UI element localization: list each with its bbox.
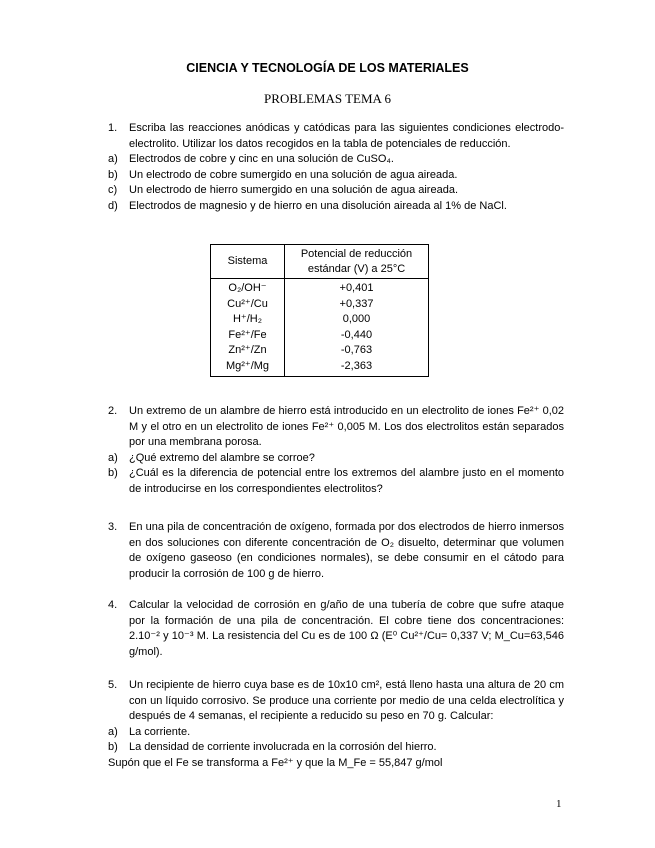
document-title: CIENCIA Y TECNOLOGÍA DE LOS MATERIALES	[186, 61, 469, 75]
problem-4-number: 4.	[108, 599, 118, 611]
table-row: Cu²⁺/Cu +0,337	[211, 297, 429, 313]
problem-3-text: En una pila de concentración de oxígeno, formada por dos electrodos de hierro inmersos en dos soluciones con diferente concentración de O₂ disuelto, determinar que volumen de oxígeno gaseoso (en condiciones normales), se debe consumir en el cátodo para producir la corrosión de 100 g de hierro.	[129, 521, 564, 580]
problem-5-item-b: b) La densidad de corriente involucrada en la corrosión del hierro.	[108, 741, 437, 753]
problem-1-item-a: a) Electrodos de cobre y cinc en una solución de CuSO₄.	[108, 153, 394, 165]
problem-1-item-d: d) Electrodos de magnesio y de hierro en una disolución aireada al 1% de NaCl.	[108, 199, 507, 212]
problem-3-statement	[108, 520, 564, 582]
problem-4	[108, 598, 564, 660]
problem-1	[108, 121, 564, 214]
table-header-potential: Potencial de reducción estándar (V) a 25°C	[285, 245, 429, 279]
problem-2-statement	[108, 404, 564, 451]
problem-1-item-c: c) Un electrodo de hierro sumergido en una solución de agua aireada.	[108, 184, 458, 196]
problem-5-note: Supón que el Fe se transforma a Fe²⁺ y que la M_Fe = 55,847 g/mol	[108, 756, 443, 769]
problem-5-statement	[108, 678, 564, 725]
problem-2	[108, 404, 564, 497]
problem-1-statement	[108, 121, 564, 152]
problem-2-number: 2.	[108, 405, 118, 417]
problem-2-item-b: b) ¿Cuál es la diferencia de potencial entre los extremos del alambre justo en el momento de introducirse en los correspondientes electrolitos?	[108, 467, 564, 495]
table-row: Zn²⁺/Zn -0,763	[211, 343, 429, 359]
problem-5	[108, 678, 564, 771]
table-row: H⁺/H₂ 0,000	[211, 312, 429, 328]
table-header-system: Sistema	[211, 245, 285, 279]
problem-3-number: 3.	[108, 521, 118, 533]
problem-2-text: Un extremo de un alambre de hierro está introducido en un electrolito de iones Fe²⁺ 0,02 M y el otro en un electrolito de iones Fe²⁺ 0,005 M. Los dos electrolitos están separados por una membrana porosa.	[129, 405, 564, 448]
problem-5-text: Un recipiente de hierro cuya base es de 10x10 cm², está lleno hasta una altura de 20 cm con un líquido corrosivo. Se produce una corriente por medio de una celda electrolítica y después de 4 semanas, el recipiente a reducido su peso en 70 g. Calcular:	[129, 679, 564, 722]
problem-1-number: 1.	[108, 122, 118, 134]
problem-4-text: Calcular la velocidad de corrosión en g/año de una tubería de cobre que sufre ataque por la formación de una pila de concentración. El cobre tiene dos concentraciones: 2.10⁻² y 10⁻³ M. La resistencia del Cu es de 100 Ω (E⁰ Cu²⁺/Cu= 0,337 V; M_Cu=63,546 g/mol).	[129, 599, 564, 658]
problem-1-text: Escriba las reacciones anódicas y catódicas para las siguientes condiciones electrodo-electrolito. Utilizar los datos recogidos en la tabla de potenciales de reducción.	[129, 122, 564, 150]
table-row: Mg²⁺/Mg -2,363	[211, 359, 429, 377]
table-row: Fe²⁺/Fe -0,440	[211, 328, 429, 344]
problem-5-number: 5.	[108, 679, 118, 691]
table-row: O₂/OH⁻ +0,401	[211, 279, 429, 297]
problem-5-item-a: a) La corriente.	[108, 725, 191, 738]
problem-4-statement	[108, 598, 564, 660]
document-subtitle: PROBLEMAS TEMA 6	[264, 91, 391, 106]
problem-1-item-b: b) Un electrodo de cobre sumergido en una solución de agua aireada.	[108, 168, 458, 181]
page-number: 1	[556, 798, 562, 810]
reduction-potential-table	[210, 244, 429, 377]
problem-3	[108, 520, 564, 582]
problem-2-item-a: a) ¿Qué extremo del alambre se corroe?	[108, 451, 315, 464]
